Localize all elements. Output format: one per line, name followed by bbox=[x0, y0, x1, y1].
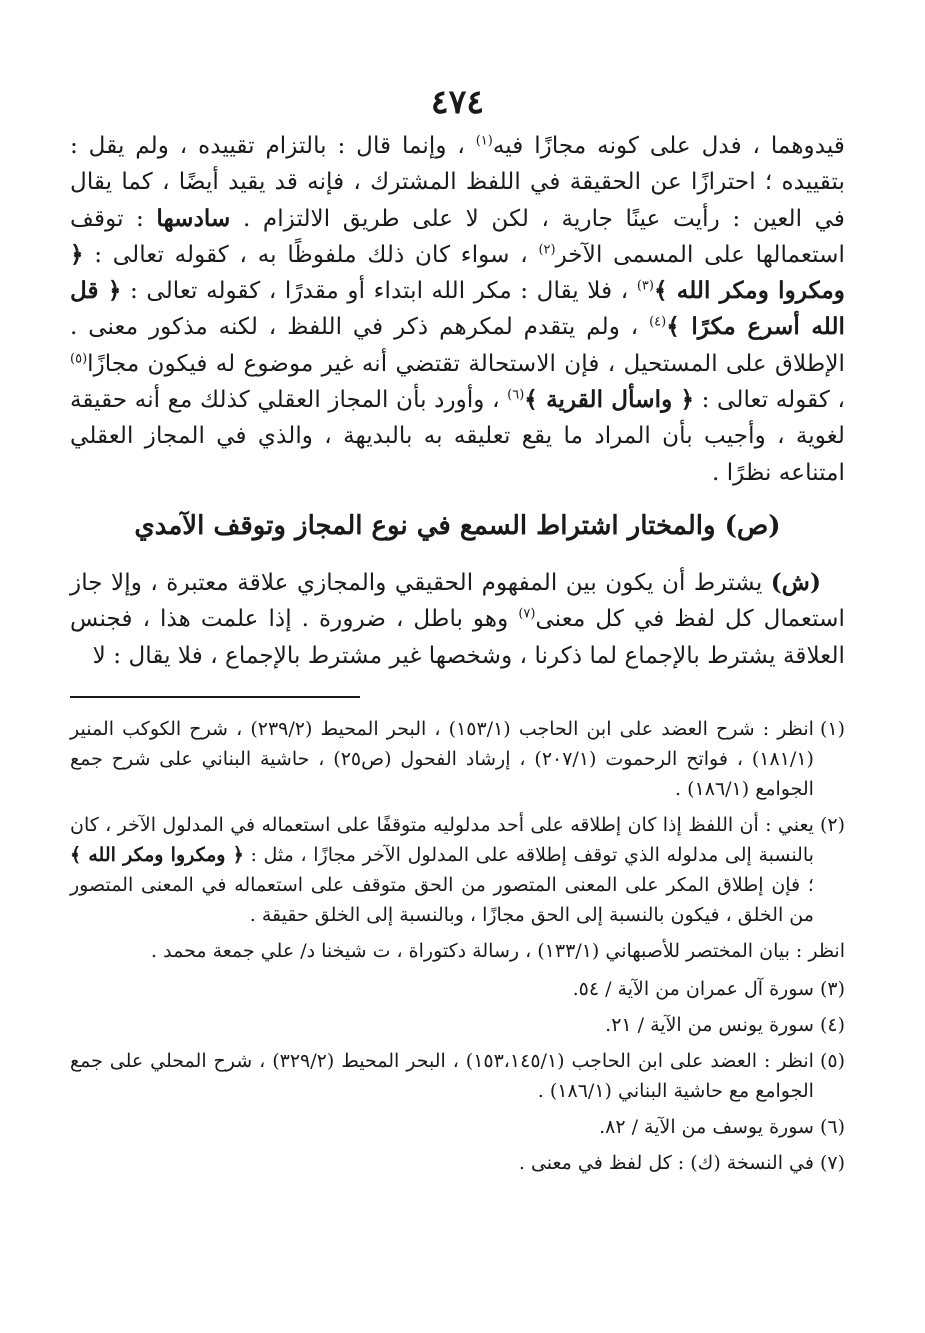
body-paragraph bbox=[70, 565, 845, 674]
footnote-number: (٧) bbox=[819, 1151, 845, 1174]
footnote-text: سورة يونس من الآية / ٢١. bbox=[605, 1013, 814, 1036]
text-run: ، كقوله تعالى : bbox=[694, 386, 845, 414]
text-run: يعني : أن اللفظ إذا كان إطلاقه على أحد مدلوليه متوقفًا على استعماله في المدلول الآخر ، كان بالنسبة إلى مدلوله الذي توقف إطلاقه على المدلول الآخر مجازًا ، مثل : bbox=[70, 813, 814, 866]
footnote-ref[interactable]: (٢) bbox=[538, 242, 556, 258]
book-page bbox=[70, 82, 845, 1184]
footnote-ref[interactable]: (٥) bbox=[70, 351, 88, 367]
quran-verse: ﴿ ومكروا ومكر الله ﴾ bbox=[70, 843, 244, 866]
text-run: ، وإنما قال : بالتزام تقييده ، ولم يقل : بتقييده ؛ احترازًا عن الحقيقة في اللفظ المشترك ، فإنه قد يقيد أيضًا ، كما يقال في العين : رأيت عينًا جارية ، لكن لا على طريق الالتزام . bbox=[70, 132, 845, 232]
text-run: ، فلا يقال : مكر الله ابتداء أو مقدرًا ، كقوله تعالى : bbox=[121, 277, 637, 305]
footnote-ref[interactable]: (١) bbox=[475, 133, 493, 149]
text-run: : توقف استعمالها على المسمى الآخر bbox=[70, 204, 845, 268]
quran-verse: ﴿ واسأل القرية ﴾ bbox=[524, 386, 695, 414]
footnote-item bbox=[70, 1046, 845, 1106]
text-run: يشترط أن يكون بين المفهوم الحقيقي والمجازي علاقة معتبرة ، وإلا جاز استعمال كل لفظ في كل معنى bbox=[70, 568, 845, 633]
footnote-number: (١) bbox=[819, 717, 845, 740]
footnote-item bbox=[70, 714, 845, 804]
quran-verse: ﴿ ومكروا ومكر الله ﴾ bbox=[70, 240, 846, 305]
footnote-text: في النسخة (ك) : كل لفظ في معنى . bbox=[518, 1151, 814, 1174]
footnote-reference: انظر : بيان المختصر للأصبهاني (١٣٣/١) ، رسالة دكتوراة ، ت شيخنا د/ علي جمعة محمد . bbox=[151, 939, 845, 962]
text-run: قيدوهما ، فدل على كونه مجازًا فيه bbox=[492, 132, 845, 159]
footnote-item bbox=[70, 810, 845, 930]
footnote-item bbox=[70, 1112, 845, 1142]
footnote-item bbox=[70, 974, 845, 1004]
text-run: ، وأورد بأن المجاز العقلي كذلك مع أنه حقيقة لغوية ، وأجيب بأن المراد ما يقع تعليقه به بالبديهة ، والذي في المجاز العقلي امتناعه نظرًا . bbox=[70, 386, 845, 486]
quran-verse: ﴿ قل الله أسرع مكرًا ﴾ bbox=[70, 277, 845, 341]
section-heading: (ص) والمختار اشتراط السمع في نوع المجاز وتوقف الآمدي bbox=[134, 510, 781, 541]
commentary-marker: (ش) bbox=[770, 568, 821, 596]
main-text bbox=[70, 128, 845, 674]
text-run: ، سواء كان ذلك ملفوظًا به ، كقوله تعالى : bbox=[83, 240, 539, 268]
footnote-ref[interactable]: (٣) bbox=[636, 278, 654, 294]
footnote-number: (٢) bbox=[819, 813, 845, 836]
footnote-number: (٦) bbox=[819, 1115, 845, 1138]
text-run: ؛ فإن إطلاق المكر على المعنى المتصور من الحق متوقف على استعماله في المعنى المتصور من الخلق ، فيكون بالنسبة إلى الحق مجازًا ، وبالنسبة إلى الخلق حقيقة . bbox=[70, 873, 814, 926]
footnote-text: انظر : العضد على ابن الحاجب (١٥٣،١٤٥/١) ، البحر المحيط (٣٢٩/٢) ، شرح المحلي على جمع الجوامع مع حاشية البناني (١٨٦/١) . bbox=[70, 1049, 814, 1102]
footnote-ref[interactable]: (٧) bbox=[518, 606, 536, 622]
footnote-text bbox=[70, 810, 814, 930]
footnote-divider bbox=[70, 696, 360, 698]
footnote-item bbox=[70, 1148, 845, 1178]
footnote-number: (٤) bbox=[819, 1013, 845, 1036]
keyword-sixth: سادسها bbox=[156, 204, 231, 232]
footnote-text: انظر : شرح العضد على ابن الحاجب (١٥٣/١) ، البحر المحيط (٢٣٩/٢) ، شرح الكوكب المنير (١٨١/١) ، فواتح الرحموت (٢٠٧/١) ، إرشاد الفحول (ص٢٥) ، حاشية البناني على شرح جمع الجوامع (١٨٦/١) . bbox=[70, 717, 814, 800]
footnote-ref[interactable]: (٤) bbox=[649, 314, 667, 330]
footnote-item bbox=[70, 1010, 845, 1040]
text-run: ، ولم يتقدم لمكرهم ذكر في اللفظ ، لكنه مذكور معنى . الإطلاق على المستحيل ، فإن الاستحالة تقتضي أنه غير موضوع له فيكون مجازًا bbox=[70, 313, 845, 377]
footnote-number: (٥) bbox=[819, 1049, 845, 1072]
footnote-number: (٣) bbox=[819, 977, 845, 1000]
section-body bbox=[70, 565, 845, 674]
body-paragraph bbox=[70, 128, 845, 491]
footnote-ref[interactable]: (٦) bbox=[507, 387, 525, 403]
page-number: ٤٧٤ bbox=[430, 82, 485, 121]
footnotes bbox=[70, 714, 845, 1178]
footnote-text: سورة آل عمران من الآية / ٥٤. bbox=[572, 977, 814, 1000]
footnote-text: سورة يوسف من الآية / ٨٢. bbox=[599, 1115, 814, 1138]
text-run: وهو باطل ، ضرورة . إذا علمت هذا ، فجنس العلاقة يشترط بالإجماع لما ذكرنا ، وشخصها غير مشترط بالإجماع ، فلا يقال : لا bbox=[70, 605, 845, 669]
